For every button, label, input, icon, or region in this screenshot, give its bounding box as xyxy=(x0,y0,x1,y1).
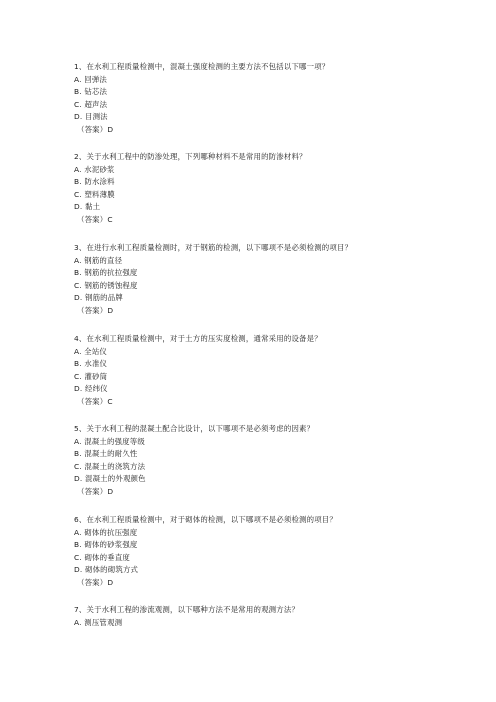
question-2 xyxy=(74,151,474,227)
option-a: A. 钢筋的直径 xyxy=(74,255,123,265)
answer-text: （答案）C xyxy=(77,214,113,224)
option-a: A. 回弹法 xyxy=(74,74,107,84)
question-stem: 7、关于水利工程的渗流观测，以下哪种方法不是常用的观测方法？ xyxy=(74,605,300,614)
question-stem: 6、在水利工程质量检测中，对于砌体的检测，以下哪项不是必须检测的项目？ xyxy=(74,515,337,524)
question-4 xyxy=(74,333,474,409)
option-c: C. 塑料薄膜 xyxy=(74,189,115,199)
answer-text: （答案）D xyxy=(77,124,114,134)
option-c: C. 钢筋的锈蚀程度 xyxy=(74,280,138,290)
option-d: D. 经纬仪 xyxy=(74,384,108,394)
option-b: B. 水准仪 xyxy=(74,359,108,369)
option-a: A. 砌体的抗压强度 xyxy=(74,527,138,537)
option-c: C. 砌体的垂直度 xyxy=(74,552,131,562)
question-5 xyxy=(74,423,474,499)
answer-text: （答案）D xyxy=(77,486,114,496)
option-b: B. 防水涂料 xyxy=(74,177,115,187)
answer-text: （答案）D xyxy=(77,577,114,587)
option-c: C. 混凝土的浇筑方法 xyxy=(74,461,146,471)
option-a: A. 全站仪 xyxy=(74,346,107,356)
option-d: D. 混凝土的外观颜色 xyxy=(74,474,146,484)
option-b: B. 钻芯法 xyxy=(74,87,108,97)
question-stem: 5、关于水利工程的混凝土配合比设计，以下哪项不是必须考虑的因素？ xyxy=(74,424,315,433)
question-6 xyxy=(74,514,474,590)
question-stem: 4、在水利工程质量检测中，对于土方的压实度检测，通常采用的设备是？ xyxy=(74,334,322,343)
question-stem: 2、关于水利工程中的防渗处理，下列哪种材料不是常用的防渗材料？ xyxy=(74,152,307,161)
option-d: D. 砌体的砌筑方式 xyxy=(74,565,139,575)
option-b: B. 混凝土的耐久性 xyxy=(74,449,138,459)
option-d: D. 目测法 xyxy=(74,112,108,122)
option-b: B. 砌体的砂浆强度 xyxy=(74,540,138,550)
answer-text: （答案）C xyxy=(77,396,113,406)
question-7 xyxy=(74,604,474,629)
option-a: A. 混凝土的强度等级 xyxy=(74,436,145,446)
question-3 xyxy=(74,242,474,318)
question-stem: 3、在进行水利工程质量检测时，对于钢筋的检测，以下哪项不是必须检测的项目？ xyxy=(74,243,353,252)
question-stem: 1、在水利工程质量检测中，混凝土强度检测的主要方法不包括以下哪一项？ xyxy=(74,62,330,71)
option-d: D. 黏土 xyxy=(74,202,101,212)
option-c: C. 灌砂筒 xyxy=(74,371,108,381)
option-a: A. 测压管观测 xyxy=(74,617,123,627)
option-b: B. 钢筋的抗拉强度 xyxy=(74,268,138,278)
answer-text: （答案）D xyxy=(77,305,114,315)
option-d: D. 钢筋的品牌 xyxy=(74,293,123,303)
question-1 xyxy=(74,61,474,137)
option-c: C. 超声法 xyxy=(74,99,108,109)
option-a: A. 水泥砂浆 xyxy=(74,164,115,174)
